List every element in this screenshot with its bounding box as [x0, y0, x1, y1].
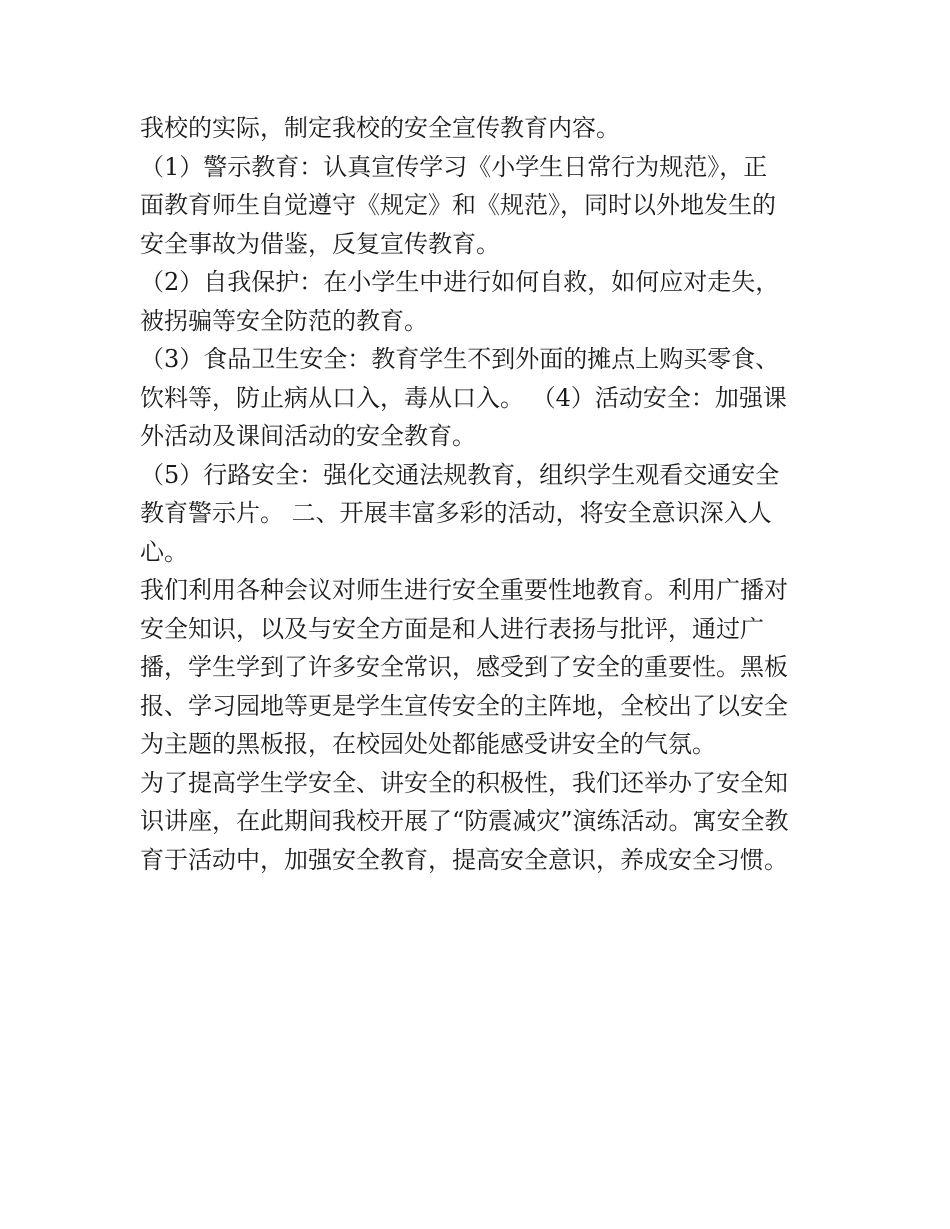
- text-line-5: （2）自我保护：在小学生中进行如何自救，如何应对走失，: [140, 268, 780, 296]
- text-line-7: （3）食品卫生安全：教育学生不到外面的摊点上购买零食、: [140, 345, 780, 373]
- text-line-1: 我校的实际，制定我校的安全宣传教育内容。: [140, 114, 620, 142]
- text-line-10: （5）行路安全：强化交通法规教育，组织学生观看交通安全: [140, 460, 780, 489]
- text-line-3: 面教育师生自觉遵守《规定》和《规范》，同时以外地发生的: [140, 191, 776, 219]
- text-line-9: 外活动及课间活动的安全教育。: [140, 422, 476, 450]
- text-line-13: 我们利用各种会议对师生进行安全重要性地教育。利用广播对: [140, 576, 788, 604]
- text-line-20: 育于活动中，加强安全教育，提高安全意识，养成安全习惯。: [140, 845, 788, 874]
- text-line-6: 被拐骗等安全防范的教育。: [140, 306, 428, 335]
- text-line-17: 为主题的黑板报，在校园处处都能感受讲安全的气氛。: [140, 730, 716, 758]
- text-line-2: （1）警示教育：认真宣传学习《小学生日常行为规范》，正: [140, 152, 768, 181]
- text-line-11: 教育警示片。 二、开展丰富多彩的活动，将安全意识深入人: [140, 499, 772, 527]
- text-line-15: 播，学生学到了许多安全常识，感受到了安全的重要性。黑板: [140, 653, 788, 681]
- text-line-8: 饮料等，防止病从口入，毒从口入。 （4）活动安全：加强课: [140, 383, 787, 412]
- document-body: [140, 109, 820, 879]
- text-line-12: 心。: [140, 537, 188, 566]
- text-line-14: 安全知识，以及与安全方面是和人进行表扬与批评，通过广: [140, 614, 764, 643]
- text-line-4: 安全事故为借鉴，反复宣传教育。: [140, 229, 500, 258]
- text-line-16: 报、学习园地等更是学生宣传安全的主阵地，全校出了以安全: [140, 691, 788, 720]
- text-line-19: 识讲座，在此期间我校开展了“防震减灾”演练活动。寓安全教: [140, 807, 789, 835]
- text-line-18: 为了提高学生学安全、讲安全的积极性，我们还举办了安全知: [140, 768, 788, 797]
